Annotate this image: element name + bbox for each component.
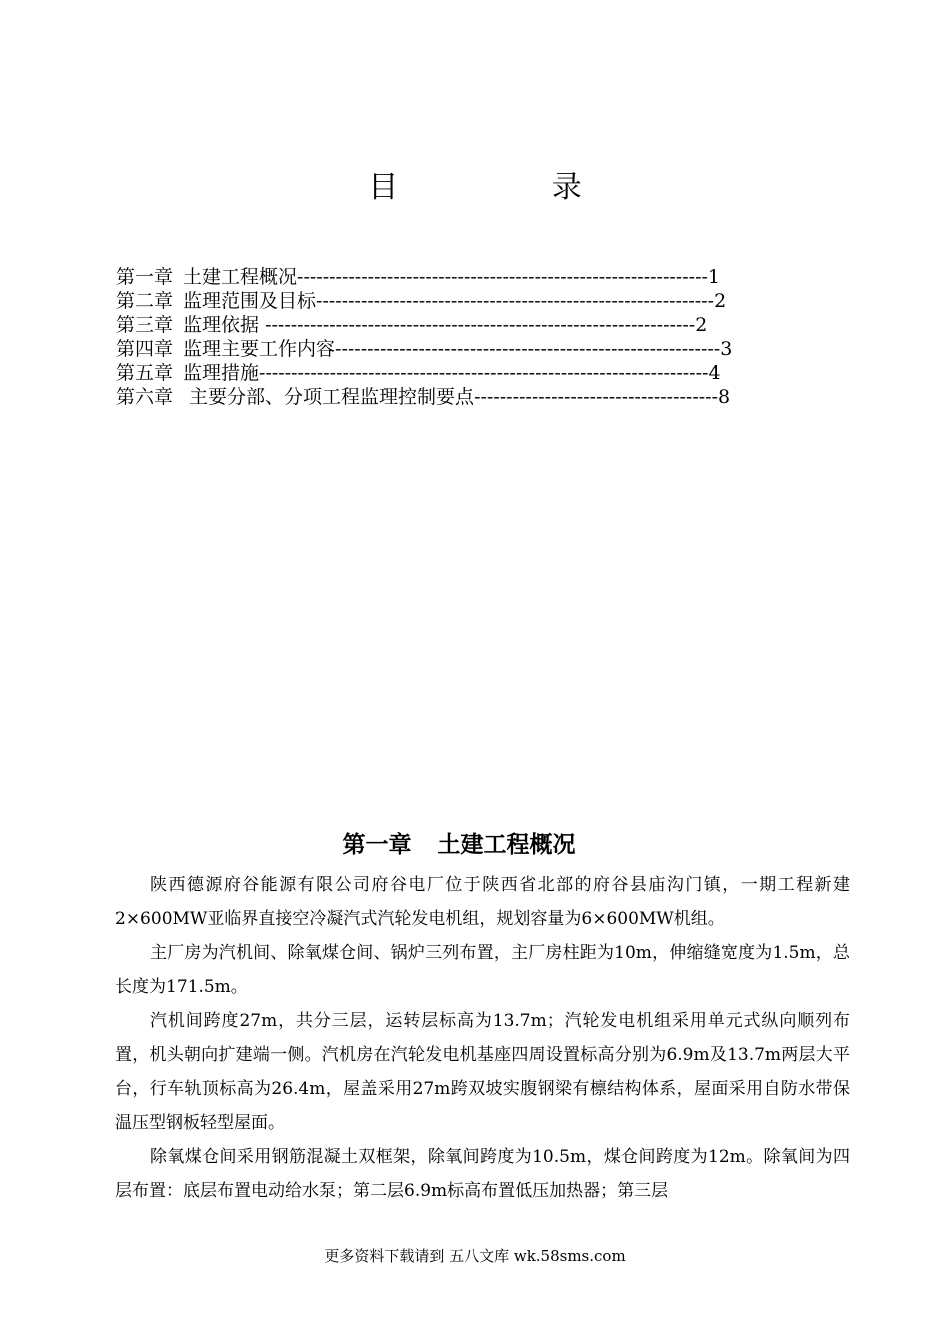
toc-entry-number: 第一章 [116,266,174,288]
toc-entry-page: 4 [708,362,721,384]
toc-entry-text: 监理措施 [183,362,260,384]
chapter-heading [0,830,918,860]
chapter-number: 第一章 [342,831,412,858]
body-paragraph: 陕西德源府谷能源有限公司府谷电厂位于陕西省北部的府谷县庙沟门镇，一期工程新建2×600MW亚临界直接空冷凝汽式汽轮发电机组，规划容量为6×600MW机组。 [115,875,850,929]
toc-entry-leader: ------------------------------------------------------------------- [265,314,696,336]
toc-entry-page: 2 [695,314,708,336]
toc-entry-page: 2 [714,290,727,312]
table-of-contents [116,265,836,409]
toc-entry-text: 监理范围及目标 [183,290,317,312]
toc-entry-text: 土建工程概况 [183,266,298,288]
toc-entry-leader: ------------------------------------------------------------ [335,338,721,360]
toc-entry[interactable] [116,337,836,361]
body-paragraph: 除氧煤仓间采用钢筋混凝土双框架，除氧间跨度为10.5m，煤仓间跨度为12m。除氧间为四层布置：底层布置电动给水泵；第二层6.9m标高布置低压加热器；第三层 [115,1147,850,1201]
toc-entry-number: 第五章 [116,362,174,384]
toc-entry-leader: ---------------------------------------------------------------- [297,266,708,288]
toc-entry[interactable] [116,361,836,385]
toc-entry-page: 1 [707,266,720,288]
toc-entry-text: 监理主要工作内容 [183,338,336,360]
toc-entry-leader: ---------------------------------------------------------------------- [259,362,709,384]
toc-entry-number: 第六章 [116,386,174,408]
chapter-body [115,868,850,1208]
toc-entry-number: 第三章 [116,314,174,336]
toc-entry-page: 8 [718,386,731,408]
body-paragraph: 汽机间跨度27m，共分三层，运转层标高为13.7m；汽轮发电机组采用单元式纵向顺列布置，机头朝向扩建端一侧。汽机房在汽轮发电机基座四周设置标高分别为6.9m及13.7m两层大平台，行车轨顶标高为26.4m，屋盖采用27m跨双坡实腹钢梁有檩结构体系，屋面采用自防水带保温压型钢板轻型屋面。 [115,1011,850,1133]
toc-entry-page: 3 [720,338,733,360]
page-footer: 更多资料下载请到 五八文库 wk.58sms.com [324,1247,626,1265]
toc-entry-text: 监理依据 [183,314,266,336]
toc-entry-text: 主要分部、分项工程监理控制要点 [183,386,475,408]
toc-entry-leader: -------------------------------------- [474,386,719,408]
toc-entry-number: 第二章 [116,290,174,312]
toc-title: 目 录 [368,170,654,205]
toc-entry-number: 第四章 [116,338,174,360]
toc-entry[interactable] [116,385,836,409]
toc-entry[interactable] [116,289,836,313]
chapter-title: 土建工程概况 [437,831,576,858]
toc-entry-leader: -------------------------------------------------------------- [316,290,715,312]
body-paragraph: 主厂房为汽机间、除氧煤仓间、锅炉三列布置，主厂房柱距为10m，伸缩缝宽度为1.5m，总长度为171.5m。 [115,943,850,997]
toc-entry[interactable] [116,313,836,337]
toc-entry[interactable] [116,265,836,289]
